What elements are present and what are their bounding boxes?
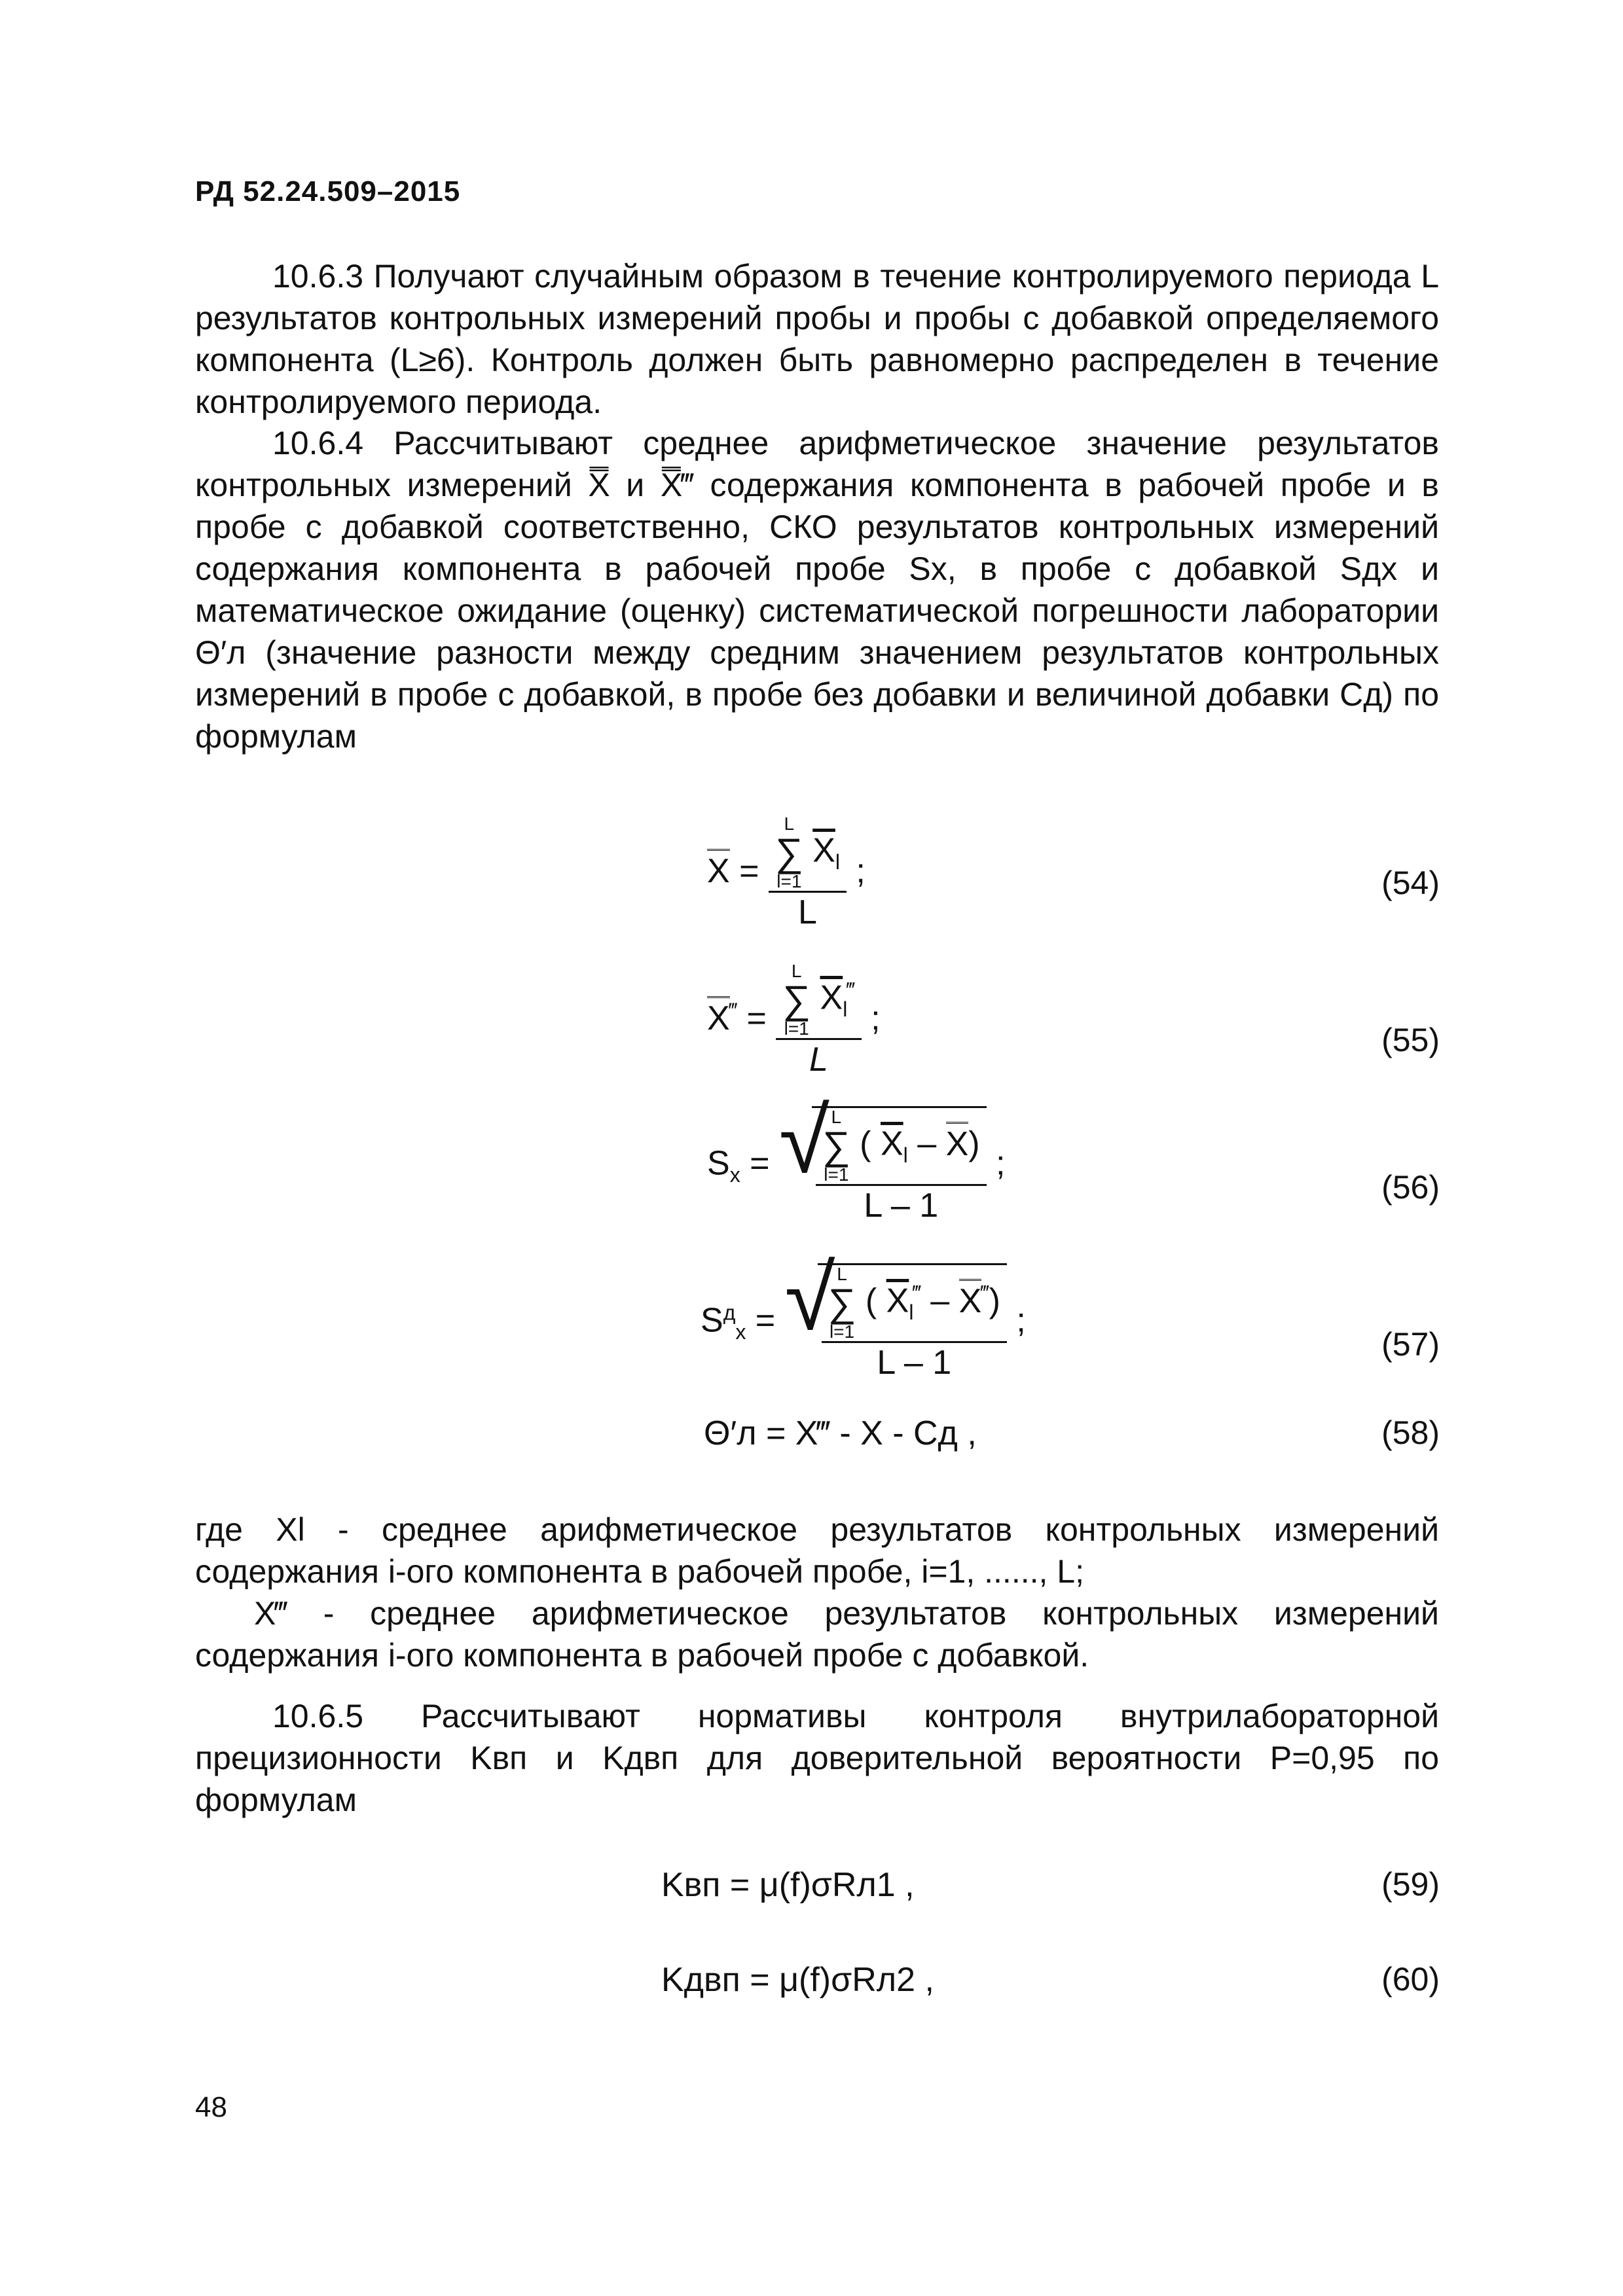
paragraph-text: 10.6.5 Рассчитывают нормативы контроля внутрилабораторной прецизионности Kвп и Kдвп для доверительной вероятности P=0,95 по формулам [195,1698,1439,1818]
formula-60: Kдвп = μ(f)σRл2 , [661,1961,934,1999]
paragraph-text: 10.6.4 Рассчитывают среднее арифметическое значение результатов контрольных измерений X̿ и X̿‴ содержания компонента в рабочей пробе и в пробе с добавкой соответственно, СКО результатов контрольных измерений содержания компонента в рабочей пробе Sx, в пробе с добавкой Sдx и математическое ожидание (оценку) систематической погрешности лаборатории Θ′л (значение разности между средним значением результатов контрольных измерений в пробе с добавкой, в пробе без добавки и величиной добавки Cд) по формулам [195,425,1439,755]
formula-59: Kвп = μ(f)σRл1 , [661,1866,915,1904]
paragraph-10-6-3 [195,255,1439,423]
equation-number-59: (59) [1381,1866,1440,1903]
where-item-1: где Xl - среднее арифметическое результатов контрольных измерений содержания i-ого компонента в рабочей пробе, i=1, ......, L; [195,1511,1439,1590]
equation-number-54: (54) [1381,865,1440,901]
paragraph-10-6-5 [195,1695,1439,1821]
formula-57: $S^д_x$ = √ L ∑ l=1 ( $\overline{X}_l^‴ - X^‴$) L – 1 ; [701,1263,1290,1382]
formula-56: $S_x$ = √ L ∑ l=1 ( $\overline{X}_l - X$) L – 1 ; [707,1106,1296,1225]
where-block [195,1509,1439,1676]
paragraph-text: 10.6.3 Получают случайным образом в течение контролируемого периода L результатов контрольных измерений пробы и пробы с добавкой определяемого компонента (L≥6). Контроль должен быть равномерно распределен в течение контролируемого периода. [195,258,1439,420]
page-number: 48 [195,2091,227,2123]
equation-number-57: (57) [1381,1326,1440,1363]
where-item-2: X‴ - среднее арифметическое результатов контрольных измерений содержания i-ого компонента в рабочей пробе с добавкой. [195,1595,1439,1674]
equation-number-58: (58) [1381,1414,1440,1451]
formula-58: Θ′л = X‴ - X - Cд , [704,1414,977,1452]
equation-number-60: (60) [1381,1961,1440,1998]
formula-55: X‴ = L ∑ l=1 $\overline{X}_l^‴$ L ; [707,961,881,1079]
document-header: РД 52.24.509–2015 [195,175,461,207]
equation-number-56: (56) [1381,1169,1440,1206]
equation-number-55: (55) [1381,1022,1440,1058]
paragraph-10-6-4 [195,422,1439,757]
formula-54: X = L ∑ l=1 $\overline{X}_l$ L ; [707,814,866,931]
